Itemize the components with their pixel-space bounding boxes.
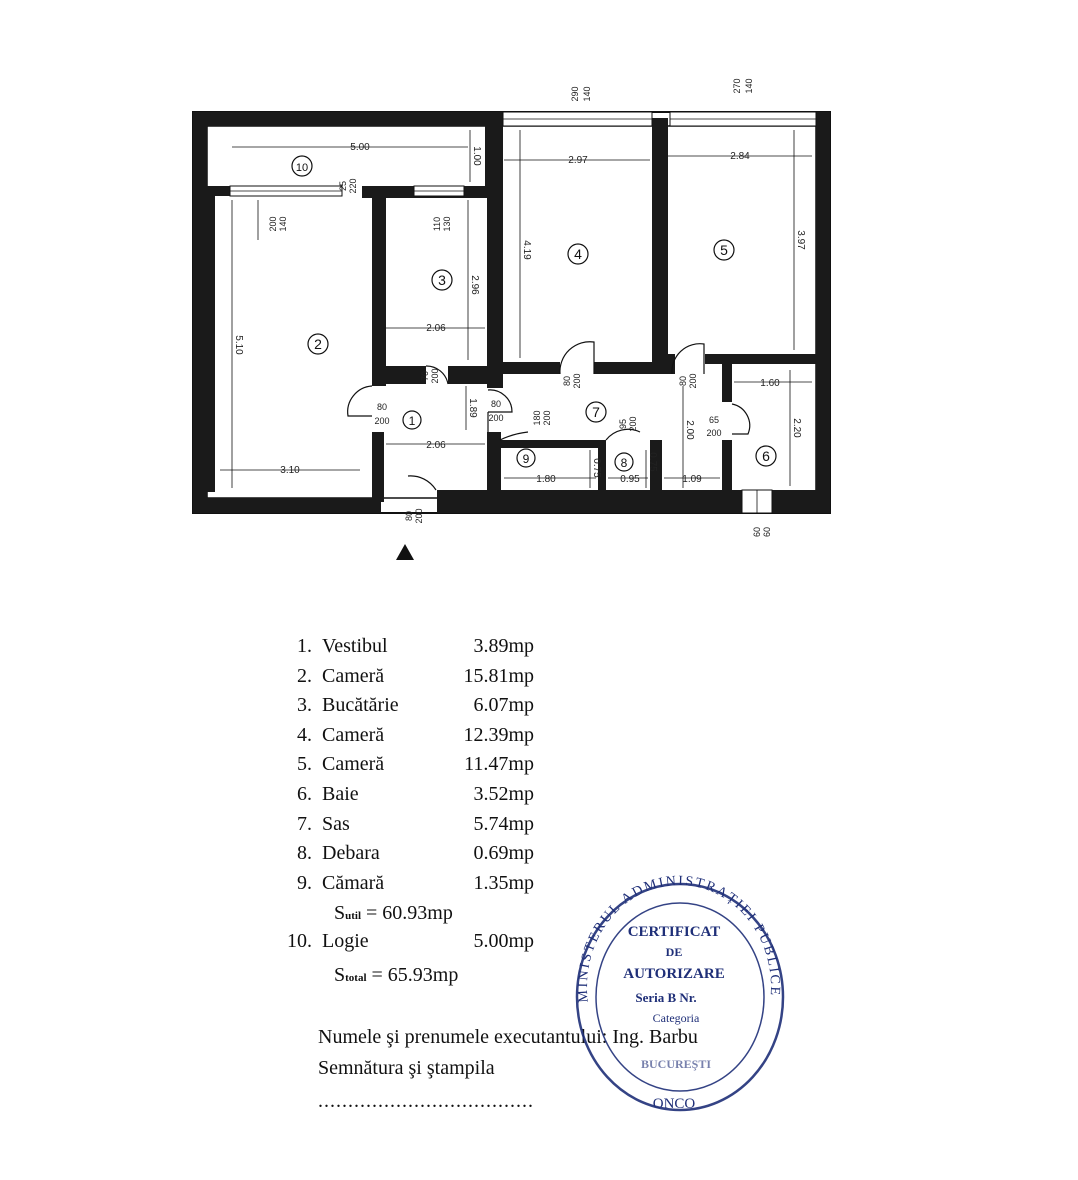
svg-text:200: 200	[488, 413, 504, 423]
legend-room-name: Sas	[322, 812, 350, 835]
svg-text:180: 180	[532, 410, 542, 426]
legend-room-area: 6.07mp	[473, 694, 534, 717]
legend-room-name: Cameră	[322, 664, 385, 687]
stamp-bottom: ONCO	[652, 1096, 696, 1112]
svg-text:2.06: 2.06	[426, 440, 446, 451]
room-number-9: 9	[522, 452, 530, 466]
svg-text:60: 60	[762, 526, 772, 538]
legend-number: 4.	[297, 723, 312, 746]
svg-text:140: 140	[744, 78, 754, 94]
svg-text:2.20: 2.20	[791, 418, 802, 438]
svg-text:200: 200	[706, 428, 722, 438]
legend-number: 1.	[297, 635, 312, 657]
legend-room-name: Cămară	[322, 871, 385, 894]
legend-room-area: 3.89mp	[473, 635, 534, 657]
svg-text:290: 290	[570, 86, 580, 102]
svg-text:200: 200	[542, 410, 552, 426]
svg-text:2.97: 2.97	[568, 155, 588, 166]
svg-text:80: 80	[376, 402, 388, 412]
room-number-2: 2	[314, 336, 322, 352]
legend-room-name: Baie	[322, 782, 359, 805]
svg-text:200: 200	[688, 373, 698, 389]
svg-text:270: 270	[732, 78, 742, 94]
svg-text:80: 80	[404, 510, 414, 522]
room-number-1: 1	[408, 414, 416, 428]
legend-room-area: 11.47mp	[464, 753, 534, 776]
legend-row	[282, 662, 538, 692]
legend-room-area: 0.69mp	[473, 842, 534, 865]
s-util: Sutil = 60.93mp	[334, 902, 453, 924]
svg-text:3.10: 3.10	[280, 465, 300, 476]
legend-room-name: Cameră	[322, 753, 385, 776]
room-number-8: 8	[620, 456, 628, 470]
legend-row	[282, 750, 538, 780]
svg-text:70: 70	[420, 370, 430, 382]
svg-text:2.96: 2.96	[469, 275, 480, 295]
legend-row	[282, 721, 538, 751]
svg-text:0.95: 0.95	[620, 474, 640, 485]
legend-row	[282, 691, 538, 721]
svg-text:60: 60	[752, 526, 762, 538]
legend-room-name: Bucătărie	[322, 694, 399, 717]
signature-dots: ....................................	[318, 1090, 534, 1112]
svg-text:200: 200	[572, 373, 582, 389]
room-number-5: 5	[720, 242, 728, 258]
legend-number: 5.	[297, 753, 312, 776]
legend-room-area: 12.39mp	[463, 723, 534, 746]
svg-text:2.00: 2.00	[684, 420, 695, 440]
svg-text:140: 140	[582, 86, 592, 102]
authorization-stamp	[570, 872, 790, 1122]
room-number-10: 10	[295, 162, 309, 174]
svg-text:5.10: 5.10	[233, 335, 244, 355]
svg-text:80: 80	[678, 375, 688, 387]
legend-room-name: Cameră	[322, 723, 385, 746]
signature-line: Semnătura şi ştampila	[318, 1057, 495, 1079]
room-number-4: 4	[574, 246, 582, 262]
legend-row	[282, 780, 538, 810]
entrance-arrow-icon	[396, 544, 414, 560]
legend-number: 7.	[297, 812, 312, 835]
stamp-line-2: DE	[665, 945, 683, 959]
svg-text:140: 140	[278, 216, 288, 232]
svg-text:3.97: 3.97	[795, 230, 806, 250]
outer-wall	[193, 112, 830, 513]
stamp-line-4: Seria B Nr.	[635, 990, 697, 1005]
svg-text:200: 200	[628, 416, 638, 432]
svg-text:80: 80	[490, 399, 502, 409]
legend-number: 8.	[297, 842, 312, 865]
legend-room-name: Debara	[322, 842, 380, 865]
legend-row	[282, 839, 538, 869]
svg-text:1.89: 1.89	[467, 398, 478, 418]
legend-number: 6.	[297, 782, 312, 805]
room-number-6: 6	[762, 448, 770, 464]
legend-row-logie: 10. Logie 5.00mp	[287, 930, 534, 952]
legend-number: 9.	[297, 871, 312, 894]
svg-text:220: 220	[348, 178, 358, 194]
stamp-line-5: Categoria	[652, 1011, 700, 1025]
svg-text:25: 25	[338, 180, 348, 192]
legend-room-area: 1.35mp	[473, 871, 534, 894]
legend-room-area: 5.74mp	[473, 812, 534, 835]
svg-text:5.00: 5.00	[350, 142, 370, 153]
svg-text:1.60: 1.60	[760, 378, 780, 389]
legend-row	[282, 869, 538, 899]
svg-text:200: 200	[268, 216, 278, 232]
svg-text:4.19: 4.19	[521, 240, 532, 260]
svg-text:200: 200	[374, 416, 390, 426]
svg-text:200: 200	[414, 508, 424, 524]
stamp-line-1: CERTIFICAT	[627, 924, 721, 940]
svg-text:95: 95	[618, 418, 628, 430]
room-area-legend	[282, 632, 538, 898]
svg-text:0.75: 0.75	[647, 452, 658, 472]
legend-number: 3.	[297, 694, 312, 717]
stamp-ring-text: MINISTERUL ADMINISTRAȚIEI PUBLICE	[575, 873, 783, 1003]
legend-row	[282, 632, 538, 662]
svg-text:65: 65	[708, 415, 720, 425]
svg-text:130: 130	[442, 216, 452, 232]
legend-number: 2.	[297, 664, 312, 687]
svg-text:2.84: 2.84	[730, 151, 750, 162]
svg-text:1.09: 1.09	[682, 474, 702, 485]
legend-room-area: 15.81mp	[463, 664, 534, 687]
legend-row	[282, 810, 538, 840]
svg-text:200: 200	[430, 368, 440, 384]
svg-text:80: 80	[562, 375, 572, 387]
svg-text:2.06: 2.06	[426, 323, 446, 334]
room-number-3: 3	[438, 272, 446, 288]
legend-room-name: Vestibul	[322, 635, 388, 657]
room-number-7: 7	[592, 404, 600, 420]
svg-text:110: 110	[432, 216, 442, 232]
svg-text:0.75: 0.75	[591, 458, 602, 478]
stamp-line-6: BUCUREŞTI	[640, 1057, 712, 1071]
svg-text:1.80: 1.80	[536, 474, 556, 485]
executant-line: Numele şi prenumele executantului: Ing. Barbu	[318, 1026, 698, 1048]
stamp-line-3: AUTORIZARE	[623, 966, 725, 982]
svg-text:1.00: 1.00	[471, 146, 482, 166]
s-total: Stotal = 65.93mp	[334, 964, 459, 986]
legend-room-area: 3.52mp	[473, 782, 534, 805]
